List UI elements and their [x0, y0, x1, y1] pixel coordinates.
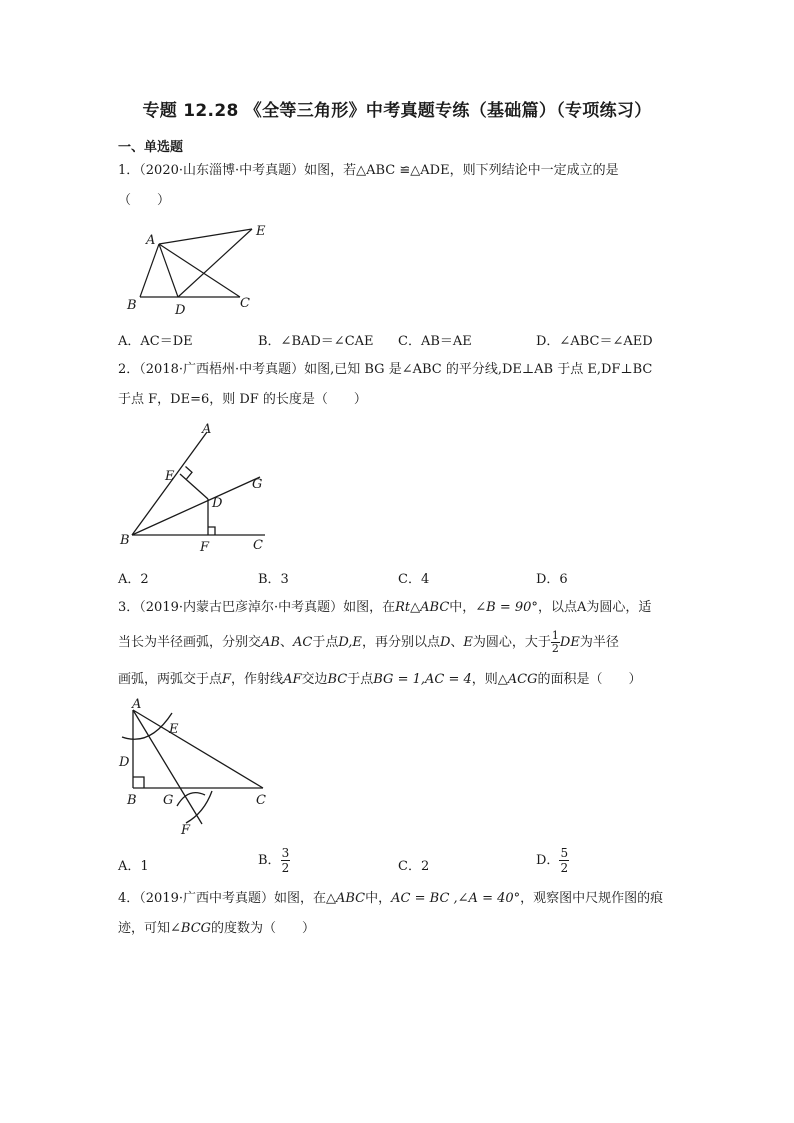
q3-seg-ac — [133, 710, 263, 788]
q3-l1a: 3．（2019·内蒙古巴彦淖尔·中考真题）如图，在 — [118, 600, 396, 615]
q4-l1d: AC = BC ,∠A = 40° — [391, 891, 521, 906]
q1-stem-line1: 1．（2020·山东淄博·中考真题）如图，若△ABC ≌△ADE，则下列结论中一定成立的是 — [118, 163, 619, 178]
q1-label-c: C — [240, 296, 250, 311]
q4-stem-line2 — [118, 920, 315, 938]
q3-option-b-fraction — [281, 846, 291, 875]
q2-option-d[interactable]: D．6 — [536, 572, 568, 587]
q4-l1e: ，观察图中尺规作图的痕 — [520, 891, 664, 906]
q1-label-b: B — [127, 298, 137, 313]
q2-label-e: E — [165, 469, 175, 484]
q3-option-c-value: 2 — [420, 859, 430, 874]
q3-l3a: 画弧，两弧交于点 — [118, 672, 223, 687]
q3-option-b-den: 2 — [281, 861, 290, 875]
q2-label-d: D — [212, 496, 223, 511]
q3-l3i: ，则 — [471, 672, 498, 687]
q4-l2c: 的度数为（ ） — [211, 921, 316, 936]
q2-stem-line2: 于点 F，DE=6，则 DF 的长度是（ ） — [118, 392, 367, 407]
q1-stem-line2: （ ） — [118, 193, 171, 208]
q3-option-a-prefix: A． — [118, 859, 141, 874]
q1-option-a[interactable]: A．AC＝DE — [118, 334, 193, 349]
q3-option-d-fraction — [559, 846, 569, 875]
q3-fraction-half — [551, 630, 560, 655]
q3-stem-line3 — [118, 671, 642, 689]
q1-option-d[interactable]: D．∠ABC＝∠AED — [536, 334, 653, 349]
q4-l2a: 迹，可知 — [118, 921, 171, 936]
q4-stem-line1 — [118, 890, 663, 908]
q3-label-g: G — [163, 793, 174, 808]
q1-option-b[interactable]: B．∠BAD＝∠CAE — [258, 334, 374, 349]
q3-l2c: 、 — [279, 635, 293, 650]
q3-label-c: C — [256, 793, 266, 808]
q2-label-g: G — [252, 477, 263, 492]
q4-l1b: △ABC — [326, 891, 366, 906]
q3-l2i: 、 — [450, 635, 464, 650]
q3-l3g: 于点 — [347, 672, 374, 687]
q3-l1c: 中， — [449, 600, 476, 615]
q2-option-a[interactable]: A．2 — [118, 572, 149, 587]
q3-l3e: 交边 — [301, 672, 328, 687]
q3-option-c-prefix: C． — [398, 859, 421, 874]
q2-right-angle-f — [208, 527, 215, 535]
q3-label-d: D — [119, 755, 130, 770]
q3-option-d-den: 2 — [560, 861, 569, 875]
q3-option-d-num: 5 — [560, 846, 569, 860]
q1-option-c[interactable]: C．AB＝AE — [398, 334, 472, 349]
q3-l2m: 为半径 — [579, 635, 619, 650]
q3-l1d: ∠B = 90° — [475, 600, 538, 615]
q3-l3j: △ACG — [497, 672, 538, 687]
q2-label-c: C — [253, 538, 263, 553]
q3-l3d: AF — [283, 672, 302, 687]
q3-label-f: F — [181, 823, 191, 838]
q3-l2g: ，再分别以点 — [361, 635, 440, 650]
q3-frac-num: 1 — [551, 629, 559, 642]
q3-l3h: BG = 1,AC = 4 — [373, 672, 472, 687]
q3-frac-den: 2 — [551, 642, 559, 655]
q3-label-e: E — [169, 722, 179, 737]
q3-arc-from-d — [177, 793, 205, 806]
q3-figure — [110, 695, 290, 840]
q3-l3k: 的面积是（ ） — [537, 672, 642, 687]
q3-arc-de — [122, 713, 172, 739]
q2-label-f: F — [200, 540, 210, 555]
q3-option-b-prefix: B． — [258, 853, 281, 868]
q1-seg-ad — [159, 244, 178, 297]
q3-l2j: E — [463, 635, 473, 650]
q3-l2a: 当长为半径画弧，分别交 — [118, 635, 262, 650]
q3-option-c[interactable] — [398, 855, 429, 874]
q4-l1c: 中， — [365, 891, 392, 906]
q2-option-b[interactable]: B．3 — [258, 572, 289, 587]
q3-l2h: D — [439, 635, 451, 650]
q3-l2b: AB — [261, 635, 280, 650]
q2-figure — [110, 418, 290, 558]
q2-stem-line1: 2．（2018·广西梧州·中考真题）如图,已知 BG 是∠ABC 的平分线,DE⊥AB 于点 E,DF⊥BC — [118, 362, 653, 377]
q3-option-b-num: 3 — [281, 846, 290, 860]
q3-option-b[interactable] — [258, 846, 290, 875]
q3-l1b: Rt△ABC — [395, 600, 450, 615]
q3-stem-line2 — [118, 630, 619, 655]
q3-option-d-prefix: D． — [536, 853, 560, 868]
page-title: 专题 12.28 《全等三角形》中考真题专练（基础篇）（专项练习） — [142, 101, 652, 121]
q1-label-a: A — [146, 233, 156, 248]
q3-l2f: D,E — [338, 635, 362, 650]
q3-option-a[interactable] — [118, 855, 149, 874]
q3-l2e: 于点 — [312, 635, 339, 650]
q2-right-angle-e — [186, 467, 193, 480]
q3-l2k: 为圆心，大于 — [472, 635, 551, 650]
q2-label-b: B — [120, 533, 130, 548]
q3-l1e: ，以点A为圆心，适 — [537, 600, 652, 615]
q1-label-d: D — [175, 303, 186, 318]
q2-ray-bg — [132, 477, 263, 535]
q2-seg-de — [180, 474, 208, 499]
q1-label-e: E — [256, 224, 266, 239]
q3-l3f: BC — [327, 672, 348, 687]
section-heading: 一、单选题 — [118, 140, 184, 155]
q3-right-angle-b — [133, 777, 144, 788]
q3-l2d: AC — [292, 635, 313, 650]
q3-label-a: A — [132, 697, 142, 712]
q1-seg-ab — [140, 244, 159, 297]
q3-l2l: DE — [559, 635, 580, 650]
q2-label-a: A — [202, 422, 212, 437]
q3-l3b: F — [222, 672, 232, 687]
q4-l1a: 4．（2019·广西中考真题）如图，在 — [118, 891, 326, 906]
q3-option-a-value: 1 — [140, 859, 149, 874]
q1-figure — [110, 220, 290, 320]
q3-stem-line1 — [118, 599, 651, 617]
q4-l2b: ∠BCG — [170, 921, 212, 936]
q3-label-b: B — [127, 793, 137, 808]
q3-option-d[interactable] — [536, 846, 569, 875]
q2-option-c[interactable]: C．4 — [398, 572, 430, 587]
q3-l3c: ，作射线 — [231, 672, 284, 687]
